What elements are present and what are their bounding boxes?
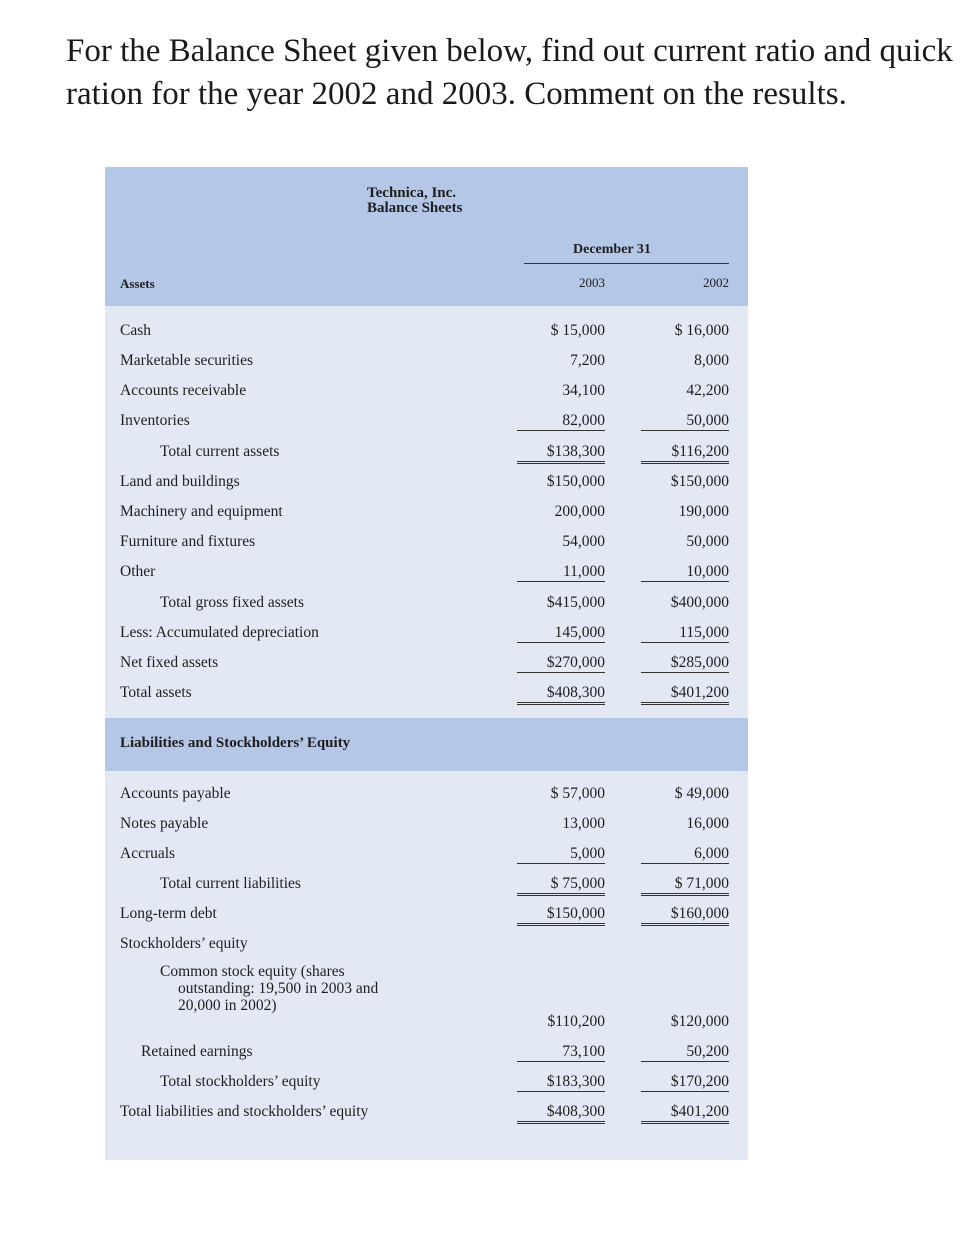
value-2002: 50,200 <box>641 1043 729 1062</box>
row-label: Marketable securities <box>120 352 253 369</box>
row-label: Inventories <box>120 412 190 429</box>
value-2003: 7,200 <box>570 352 605 369</box>
value-2003: $415,000 <box>546 594 605 611</box>
value-2002: 115,000 <box>641 624 729 643</box>
value-2002: 50,000 <box>641 412 729 431</box>
row-label: Long-term debt <box>120 905 217 922</box>
value-2003: $150,000 <box>517 905 605 926</box>
row-label: Other <box>120 563 156 580</box>
value-2002: 6,000 <box>641 845 729 864</box>
value-2003: $ 75,000 <box>517 875 605 896</box>
table-row <box>105 624 748 644</box>
table-row <box>105 654 748 674</box>
row-label: Retained earnings <box>141 1043 253 1060</box>
value-2003: 13,000 <box>562 815 605 832</box>
value-2002: $120,000 <box>670 1013 729 1030</box>
value-2003: 145,000 <box>517 624 605 643</box>
value-2002: 50,000 <box>686 533 729 550</box>
value-2002: 8,000 <box>694 352 729 369</box>
value-2003: 5,000 <box>517 845 605 864</box>
table-row <box>105 1073 748 1093</box>
value-2002: $116,200 <box>641 443 729 464</box>
value-2002: $ 16,000 <box>674 322 729 339</box>
period-header: December 31 <box>573 242 651 257</box>
table-row <box>105 815 748 835</box>
value-2003: 11,000 <box>517 563 605 582</box>
company-name: Technica, Inc. <box>367 185 457 201</box>
table-row <box>105 563 748 583</box>
value-2003: 200,000 <box>554 503 605 520</box>
value-2003: $ 57,000 <box>550 785 605 802</box>
value-2003: $110,200 <box>547 1013 605 1030</box>
value-2003: $150,000 <box>546 473 605 490</box>
row-label: Accruals <box>120 845 176 862</box>
value-2003: $ 15,000 <box>550 322 605 339</box>
table-row <box>105 322 748 342</box>
table-row <box>105 443 748 463</box>
row-label: Cash <box>120 322 151 339</box>
row-label: Accounts receivable <box>120 382 247 399</box>
row-label-line: outstanding: 19,500 in 2003 and <box>178 980 379 997</box>
table-row <box>105 382 748 402</box>
row-label-line: Common stock equity (shares <box>160 963 345 980</box>
common-stock-label <box>160 963 460 1014</box>
table-row <box>105 1043 748 1063</box>
value-2002: 42,200 <box>686 382 729 399</box>
column-header-2002: 2002 <box>703 275 729 290</box>
row-label: Total liabilities and stockholders’ equity <box>120 1103 369 1120</box>
value-2002: $285,000 <box>641 654 729 673</box>
table-row <box>105 845 748 865</box>
value-2003: $408,300 <box>517 1103 605 1124</box>
table-row <box>105 684 748 704</box>
value-2002: 190,000 <box>678 503 729 520</box>
value-2003: 73,100 <box>517 1043 605 1062</box>
value-2002: $160,000 <box>641 905 729 926</box>
value-2003: $183,300 <box>517 1073 605 1092</box>
value-2003: $270,000 <box>517 654 605 673</box>
row-label: Accounts payable <box>120 785 231 802</box>
table-row <box>105 412 748 432</box>
value-2002: 10,000 <box>641 563 729 582</box>
table-row <box>105 785 748 805</box>
period-header-rule <box>524 263 729 264</box>
assets-header: Assets <box>120 276 155 291</box>
value-2002: $170,200 <box>641 1073 729 1092</box>
value-2003: 34,100 <box>562 382 605 399</box>
row-label: Stockholders’ equity <box>120 935 248 952</box>
table-row <box>105 473 748 493</box>
value-2003: $408,300 <box>517 684 605 705</box>
row-label: Total current assets <box>160 443 280 460</box>
table-row <box>105 533 748 553</box>
row-label: Notes payable <box>120 815 209 832</box>
table-row <box>105 905 748 925</box>
value-2002: $401,200 <box>641 1103 729 1124</box>
row-label: Net fixed assets <box>120 654 219 671</box>
table-row <box>105 935 748 955</box>
row-label: Total assets <box>120 684 192 701</box>
row-label: Total gross fixed assets <box>160 594 304 611</box>
value-2002: $400,000 <box>670 594 729 611</box>
company-title <box>367 186 462 216</box>
row-label: Furniture and fixtures <box>120 533 256 550</box>
column-header-2003: 2003 <box>579 275 605 290</box>
row-label: Total stockholders’ equity <box>160 1073 321 1090</box>
question-text: For the Balance Sheet given below, find out current ratio and quick ration for the year 2002 and 2003. Comment on the results. <box>66 33 953 112</box>
row-label: Machinery and equipment <box>120 503 283 520</box>
table-row <box>105 875 748 895</box>
value-2003: 54,000 <box>562 533 605 550</box>
value-2002: $ 71,000 <box>641 875 729 896</box>
value-2003: 82,000 <box>517 412 605 431</box>
sheet-title: Balance Sheets <box>367 200 463 216</box>
row-label-line: 20,000 in 2002) <box>178 997 277 1014</box>
value-2002: 16,000 <box>686 815 729 832</box>
row-label: Total current liabilities <box>160 875 301 892</box>
value-2002: $ 49,000 <box>674 785 729 802</box>
balance-sheet-table <box>105 167 748 1160</box>
row-label: Less: Accumulated depreciation <box>120 624 319 641</box>
liabilities-header: Liabilities and Stockholders’ Equity <box>120 735 351 751</box>
value-2003: $138,300 <box>517 443 605 464</box>
value-2002: $401,200 <box>641 684 729 705</box>
row-label: Land and buildings <box>120 473 240 490</box>
table-row <box>105 1103 748 1123</box>
table-row <box>105 352 748 372</box>
value-2002: $150,000 <box>670 473 729 490</box>
table-row <box>105 1013 748 1033</box>
table-row <box>105 503 748 523</box>
table-row <box>105 594 748 614</box>
